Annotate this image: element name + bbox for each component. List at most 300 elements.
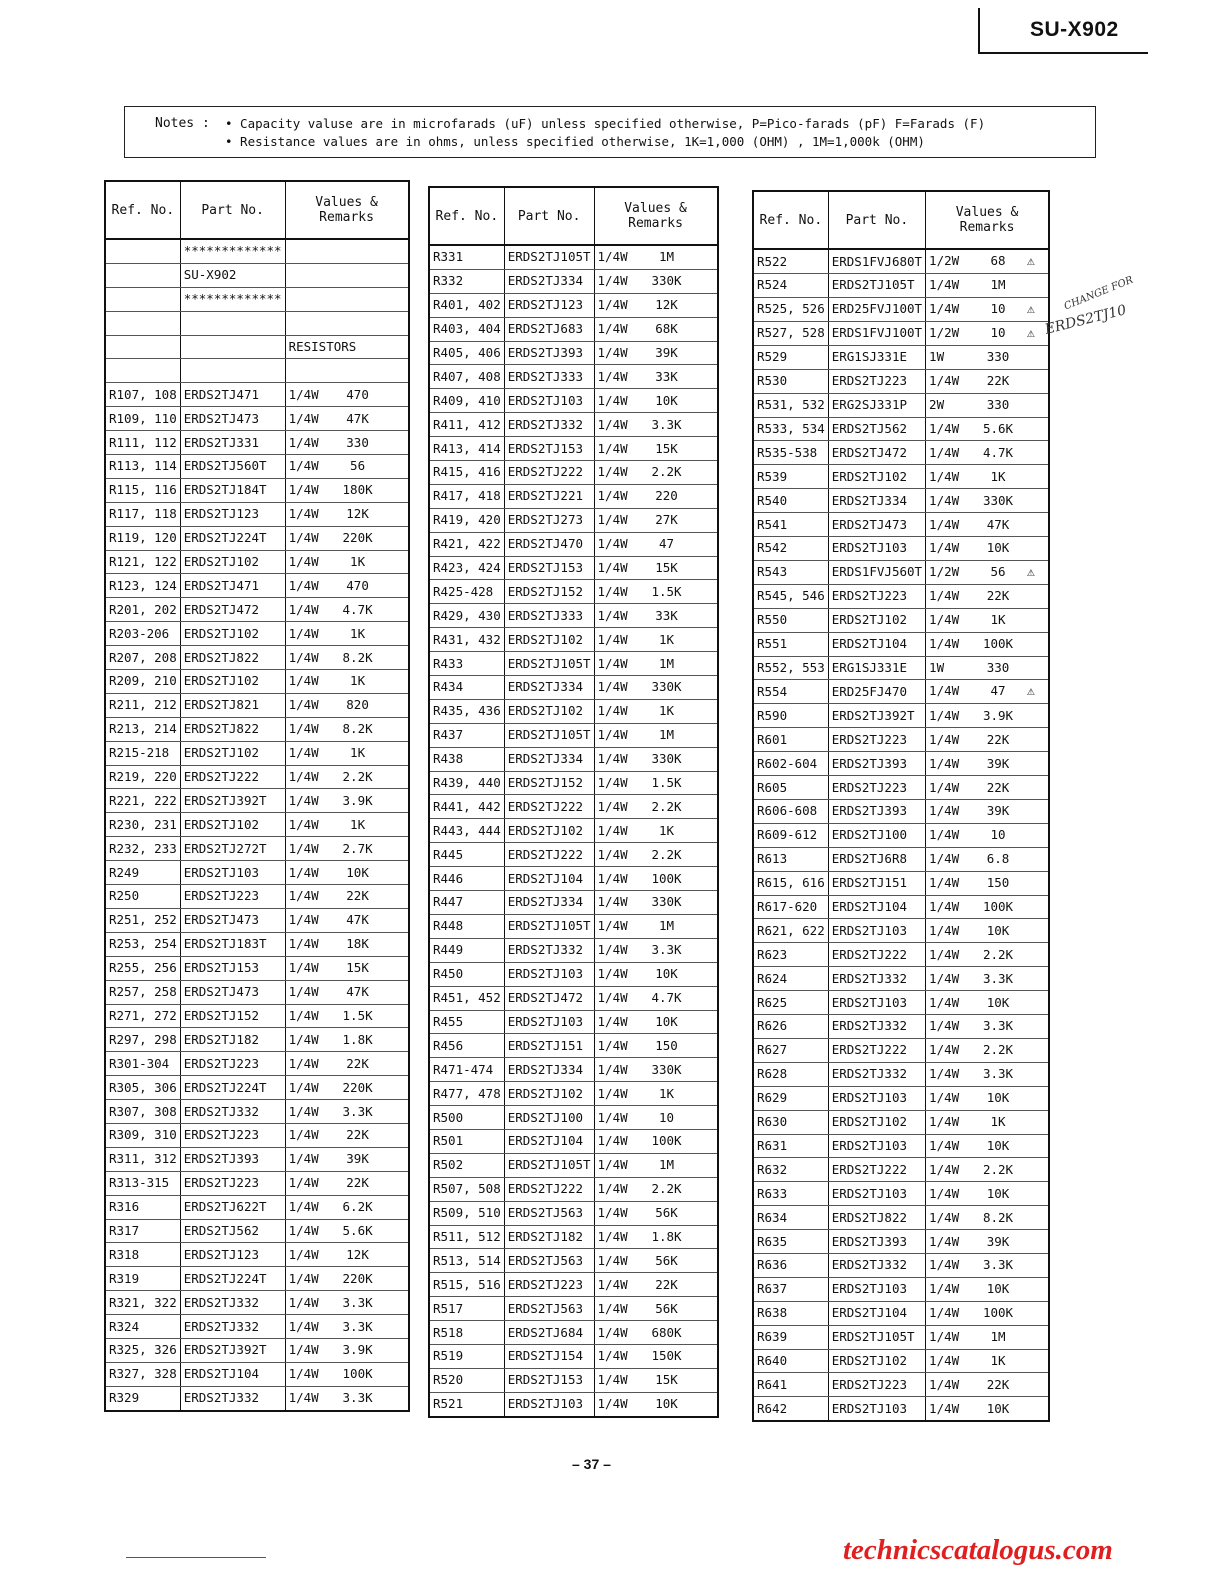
ref-cell: R628: [753, 1062, 828, 1086]
resistance-value: 1M: [659, 249, 675, 265]
power-rating: 1/2W: [929, 563, 960, 579]
ref-cell: R509, 510: [429, 1201, 504, 1225]
values-cell: [926, 1038, 1050, 1062]
table-row: [429, 1344, 718, 1368]
values-cell: [926, 537, 1050, 561]
values-cell: [594, 580, 718, 604]
table-row: [429, 341, 718, 365]
ref-cell: R606-608: [753, 800, 828, 824]
ref-cell: R434: [429, 676, 504, 700]
power-rating: 1/4W: [597, 703, 628, 719]
part-cell: ERDS2TJ223: [180, 1052, 285, 1076]
power-rating: 1/4W: [288, 769, 319, 785]
part-cell: ERDS2TJ472: [180, 598, 285, 622]
values-cell: [594, 1201, 718, 1225]
table-row: [753, 1134, 1049, 1158]
part-cell: ERDS2TJ334: [828, 489, 925, 513]
resistance-value: 10K: [655, 1013, 678, 1029]
table-row: [429, 747, 718, 771]
table-row: [753, 345, 1049, 369]
ref-cell: R530: [753, 369, 828, 393]
ref-cell: R627: [753, 1038, 828, 1062]
ref-cell: R437: [429, 723, 504, 747]
ref-cell: R201, 202: [105, 598, 180, 622]
power-rating: 1/4W: [597, 822, 628, 838]
ref-cell: [105, 263, 180, 287]
part-cell: *************: [180, 287, 285, 311]
part-cell: ERDS2TJ151: [504, 1034, 594, 1058]
power-rating: 1/4W: [929, 1137, 960, 1153]
values-cell: [926, 656, 1050, 680]
ref-cell: R451, 452: [429, 986, 504, 1010]
power-rating: 1/4W: [288, 721, 319, 737]
values-cell: [594, 1177, 718, 1201]
power-rating: 1/4W: [288, 577, 319, 593]
table-row: [753, 441, 1049, 465]
ref-cell: R590: [753, 704, 828, 728]
values-cell: [285, 1267, 409, 1291]
table-row: [753, 847, 1049, 871]
resistance-value: 22K: [346, 1175, 369, 1191]
values-cell: [926, 1277, 1050, 1301]
parts-table-1: [104, 180, 410, 1412]
values-cell: [926, 991, 1050, 1015]
resistance-value: 15K: [655, 560, 678, 576]
power-rating: 1/4W: [929, 1114, 960, 1130]
table-row: [105, 789, 409, 813]
resistance-value: 47K: [346, 984, 369, 1000]
table-row: [753, 752, 1049, 776]
safety-warning-icon: ⚠: [1027, 684, 1035, 700]
power-rating: 1/4W: [597, 560, 628, 576]
values-cell: [285, 1147, 409, 1171]
table-row: [753, 1230, 1049, 1254]
power-rating: 1/4W: [288, 410, 319, 426]
table-row: [105, 1171, 409, 1195]
table-row: [105, 908, 409, 932]
values-cell: [926, 1134, 1050, 1158]
part-cell: ERDS2TJ154: [504, 1344, 594, 1368]
values-cell: [285, 550, 409, 574]
resistance-value: 1.8K: [651, 1228, 682, 1244]
ref-cell: R543: [753, 560, 828, 584]
values-cell: [594, 1129, 718, 1153]
resistance-value: 2.2K: [982, 1161, 1014, 1177]
table-row: [753, 656, 1049, 680]
table-row: [753, 321, 1049, 345]
power-rating: 1/4W: [597, 607, 628, 623]
ref-cell: R313-315: [105, 1171, 180, 1195]
values-cell: [594, 723, 718, 747]
table-row: [753, 393, 1049, 417]
power-rating: 1/4W: [288, 554, 319, 570]
resistance-value: 68: [990, 253, 1006, 268]
resistance-value: 56K: [655, 1300, 678, 1316]
part-cell: ERDS2TJ333: [504, 604, 594, 628]
values-cell: [285, 383, 409, 407]
power-rating: 1/4W: [597, 1324, 628, 1340]
power-rating: 1/4W: [288, 1222, 319, 1238]
part-column-header: Part No.: [180, 181, 285, 239]
ref-cell: R307, 308: [105, 1100, 180, 1124]
ref-cell: R449: [429, 938, 504, 962]
values-cell: [594, 1392, 718, 1416]
values-cell: [594, 891, 718, 915]
part-cell: ERDS2TJ223: [180, 885, 285, 909]
part-cell: ERDS2TJ392T: [828, 704, 925, 728]
power-rating: 1/4W: [288, 1151, 319, 1167]
resistance-value: 2.2K: [651, 464, 682, 480]
values-cell: [594, 1273, 718, 1297]
power-rating: 1/4W: [597, 392, 628, 408]
ref-cell: R617-620: [753, 895, 828, 919]
values-cell: [926, 297, 1050, 321]
ref-cell: R251, 252: [105, 908, 180, 932]
ref-cell: R525, 526: [753, 297, 828, 321]
resistance-value: 330: [986, 349, 1010, 365]
power-rating: 1/4W: [597, 775, 628, 791]
table-row: [105, 1267, 409, 1291]
table-row: [429, 1249, 718, 1273]
table-row: [429, 1010, 718, 1034]
table-row: [429, 843, 718, 867]
values-cell: [285, 526, 409, 550]
power-rating: 1/4W: [288, 482, 319, 498]
values-cell: [926, 1110, 1050, 1134]
power-rating: 1/4W: [597, 488, 628, 504]
power-rating: 1/4W: [597, 1372, 628, 1388]
values-cell: [926, 441, 1050, 465]
ref-cell: R533, 534: [753, 417, 828, 441]
part-cell: ERDS2TJ103: [504, 962, 594, 986]
table-row: [429, 508, 718, 532]
values-cell: [285, 837, 409, 861]
notes-resistance-line: • Resistance values are in ohms, unless specified otherwise, 1K=1,000 (OHM) , 1M=1,000k (OHM): [225, 134, 925, 149]
ref-cell: R439, 440: [429, 771, 504, 795]
ref-cell: R615, 616: [753, 871, 828, 895]
resistance-value: 47: [659, 536, 675, 552]
part-cell: ERDS2TJ332: [504, 413, 594, 437]
resistance-value: 22K: [986, 1376, 1010, 1392]
values-cell: [285, 1171, 409, 1195]
ref-cell: R109, 110: [105, 407, 180, 431]
values-cell: [594, 628, 718, 652]
part-cell: ERDS2TJ105T: [828, 274, 925, 298]
power-rating: 1/4W: [288, 840, 319, 856]
part-cell: ERDS2TJ822: [828, 1206, 925, 1230]
resistance-value: 10: [990, 827, 1006, 843]
table-row: [753, 274, 1049, 298]
part-cell: *************: [180, 239, 285, 263]
part-cell: ERDS2TJ105T: [504, 1153, 594, 1177]
part-cell: ERDS2TJ222: [504, 795, 594, 819]
power-rating: 1/4W: [929, 755, 960, 771]
resistance-value: 330K: [651, 1061, 682, 1077]
part-cell: ERDS2TJ153: [504, 437, 594, 461]
resistance-value: 1K: [659, 703, 675, 719]
ref-cell: R517: [429, 1297, 504, 1321]
ref-cell: R545, 546: [753, 584, 828, 608]
values-cell: [926, 1015, 1050, 1039]
table-row: [429, 1082, 718, 1106]
part-cell: [180, 311, 285, 335]
table-row: [429, 628, 718, 652]
ref-cell: [105, 287, 180, 311]
values-cell: [926, 513, 1050, 537]
resistance-value: 820: [346, 697, 369, 713]
table-row: [753, 943, 1049, 967]
part-cell: ERDS1FVJ680T: [828, 249, 925, 274]
table-row: [429, 1297, 718, 1321]
power-rating: 1/4W: [288, 458, 319, 474]
power-rating: 1/4W: [597, 966, 628, 982]
ref-cell: R119, 120: [105, 526, 180, 550]
table-row: [105, 431, 409, 455]
ref-cell: R524: [753, 274, 828, 298]
power-rating: 1/4W: [288, 888, 319, 904]
resistance-value: 56K: [655, 1205, 678, 1221]
power-rating: 1/4W: [929, 1233, 960, 1249]
ref-cell: R121, 122: [105, 550, 180, 574]
part-cell: ERDS2TJ103: [504, 389, 594, 413]
part-cell: ERDS2TJ153: [504, 1368, 594, 1392]
values-cell: [285, 1315, 409, 1339]
power-rating: 1/4W: [929, 1042, 960, 1058]
part-cell: ERDS2TJ104: [828, 632, 925, 656]
table-row: [429, 771, 718, 795]
power-rating: 1/4W: [288, 1318, 319, 1334]
resistance-value: 5.6K: [982, 421, 1014, 436]
values-cell: [926, 417, 1050, 441]
table-row: [753, 249, 1049, 274]
ref-cell: R632: [753, 1158, 828, 1182]
ref-cell: R413, 414: [429, 437, 504, 461]
resistance-value: 3.3K: [651, 942, 682, 958]
power-rating: 1/4W: [597, 1061, 628, 1077]
values-column-header: Values & Remarks: [594, 187, 718, 245]
ref-column-header: Ref. No.: [429, 187, 504, 245]
table-row: [429, 699, 718, 723]
part-cell: ERDS2TJ6R8: [828, 847, 925, 871]
values-cell: [285, 1219, 409, 1243]
power-rating: 1/4W: [597, 655, 628, 671]
ref-cell: R502: [429, 1153, 504, 1177]
table-row: [753, 560, 1049, 584]
part-cell: ERDS2TJ334: [504, 891, 594, 915]
power-rating: 1/4W: [288, 816, 319, 832]
ref-cell: R531, 532: [753, 393, 828, 417]
ref-cell: R305, 306: [105, 1076, 180, 1100]
values-cell: [594, 914, 718, 938]
power-rating: 1/4W: [288, 506, 319, 522]
resistance-value: 2.2K: [982, 946, 1014, 962]
values-cell: [285, 407, 409, 431]
part-cell: ERDS2TJ822: [180, 646, 285, 670]
table-row: [753, 417, 1049, 441]
values-cell: [926, 584, 1050, 608]
power-rating: 1/4W: [288, 434, 319, 450]
part-cell: ERDS2TJ332: [180, 1386, 285, 1410]
values-cell: [926, 369, 1050, 393]
values-cell: [926, 728, 1050, 752]
table-row: [753, 297, 1049, 321]
resistance-value: 1M: [990, 277, 1006, 293]
table-row: [105, 263, 409, 287]
power-rating: 1/4W: [929, 300, 960, 316]
power-rating: 1/4W: [288, 1127, 319, 1143]
handwritten-note-top: CHANGE FOR: [1062, 274, 1135, 313]
power-rating: 1/4W: [929, 540, 960, 556]
part-cell: [180, 359, 285, 383]
ref-cell: R111, 112: [105, 431, 180, 455]
safety-warning-icon: ⚠: [1027, 564, 1035, 580]
table-header-row: [429, 187, 718, 245]
resistance-value: 1K: [350, 745, 366, 761]
values-cell: [285, 741, 409, 765]
resistance-value: 3.9K: [982, 707, 1014, 723]
values-cell: [926, 1373, 1050, 1397]
power-rating: 1/4W: [929, 373, 960, 389]
part-cell: ERDS2TJ102: [828, 465, 925, 489]
table-row: [105, 239, 409, 263]
table-row: [429, 1058, 718, 1082]
power-rating: 1/4W: [288, 1199, 319, 1215]
part-cell: ERDS2TJ393: [828, 752, 925, 776]
part-cell: ERDS2TJ334: [504, 676, 594, 700]
part-cell: ERDS2TJ123: [180, 502, 285, 526]
power-rating: 1/4W: [288, 984, 319, 1000]
part-cell: ERDS2TJ103: [828, 1134, 925, 1158]
part-cell: ERDS2TJ562: [180, 1219, 285, 1243]
power-rating: 1/4W: [929, 636, 960, 652]
part-cell: ERDS2TJ331: [180, 431, 285, 455]
values-cell: [285, 1123, 409, 1147]
resistance-value: 68K: [655, 321, 678, 337]
notes-label: Notes :: [155, 116, 210, 131]
values-cell: [926, 1253, 1050, 1277]
ref-cell: R441, 442: [429, 795, 504, 819]
values-cell: [594, 508, 718, 532]
resistance-value: 10K: [346, 864, 369, 880]
table-row: [105, 1147, 409, 1171]
power-rating: 1/4W: [929, 516, 960, 532]
values-cell: [926, 776, 1050, 800]
values-cell: [926, 1158, 1050, 1182]
values-cell: [285, 717, 409, 741]
power-rating: 1/4W: [597, 464, 628, 480]
resistance-value: 1K: [350, 554, 366, 570]
values-cell: [594, 1106, 718, 1130]
resistance-value: 3.3K: [342, 1294, 373, 1310]
ref-column-header: Ref. No.: [753, 191, 828, 249]
values-cell: [285, 1386, 409, 1410]
values-cell: [594, 437, 718, 461]
resistance-value: 1K: [350, 816, 366, 832]
resistance-value: 1K: [350, 625, 366, 641]
resistance-value: 10: [990, 300, 1006, 316]
table-row: [429, 795, 718, 819]
table-row: [105, 1100, 409, 1124]
part-cell: ERDS2TJ103: [828, 1182, 925, 1206]
resistance-value: 1K: [659, 822, 675, 838]
power-rating: 1/4W: [288, 745, 319, 761]
ref-cell: R521: [433, 1396, 464, 1412]
resistance-value: 10K: [986, 1400, 1010, 1416]
resistance-value: 10K: [986, 1137, 1010, 1153]
resistance-value: 100K: [651, 870, 682, 886]
part-cell: ERDS2TJ563: [504, 1249, 594, 1273]
resistance-value: 39K: [986, 1233, 1010, 1249]
table-row: [105, 287, 409, 311]
power-rating: 1/4W: [929, 875, 960, 891]
power-rating: 1/4W: [288, 1103, 319, 1119]
power-rating: 1W: [929, 660, 945, 676]
ref-cell: R613: [753, 847, 828, 871]
table-row: [753, 1325, 1049, 1349]
ref-cell: R601: [753, 728, 828, 752]
table-row: [753, 1301, 1049, 1325]
values-cell: [926, 823, 1050, 847]
power-rating: 1/4W: [597, 368, 628, 384]
table-header-row: [105, 181, 409, 239]
power-rating: 1/4W: [597, 1300, 628, 1316]
part-cell: ERDS2TJ153: [504, 556, 594, 580]
table-row: [105, 622, 409, 646]
part-cell: ERDS2TJ332: [828, 1253, 925, 1277]
resistance-value: 1M: [659, 727, 675, 743]
resistance-value: 330K: [982, 492, 1014, 508]
resistance-value: 22K: [986, 588, 1010, 604]
ref-cell: R542: [753, 537, 828, 561]
table-row: [753, 823, 1049, 847]
power-rating: 1/4W: [929, 1090, 960, 1106]
parts-table-3: [752, 190, 1050, 1422]
table-row: [105, 383, 409, 407]
resistance-value: 4.7K: [342, 601, 373, 617]
part-cell: ERDS2TJ105T: [504, 652, 594, 676]
power-rating: 1/4W: [597, 1133, 628, 1149]
table-row: [105, 550, 409, 574]
table-row: [105, 1386, 409, 1410]
ref-cell: R624: [753, 967, 828, 991]
table-row: [105, 502, 409, 526]
part-cell: ERDS2TJ102: [504, 819, 594, 843]
table-row: [105, 1243, 409, 1267]
values-cell: [926, 1301, 1050, 1325]
power-rating: 1/4W: [597, 1181, 628, 1197]
resistance-value: 100K: [982, 1305, 1014, 1321]
values-cell: [926, 274, 1050, 298]
table-row: [429, 1153, 718, 1177]
resistance-value: 5.6K: [342, 1222, 373, 1238]
values-cell: [285, 693, 409, 717]
part-cell: ERDS2TJ223: [828, 776, 925, 800]
resistance-value: 330K: [651, 273, 682, 289]
values-cell: [285, 1195, 409, 1219]
values-cell: [594, 532, 718, 556]
ref-cell: R250: [105, 885, 180, 909]
table-row: [429, 1034, 718, 1058]
resistance-value: 150K: [651, 1348, 682, 1364]
part-cell: ERDS2TJ102: [828, 1349, 925, 1373]
part-cell: ERDS2TJ102: [504, 628, 594, 652]
resistance-value: 15K: [655, 440, 678, 456]
resistance-value: 1K: [659, 1085, 675, 1101]
power-rating: 2W: [929, 397, 945, 413]
values-cell: [926, 752, 1050, 776]
ref-cell: R639: [753, 1325, 828, 1349]
part-cell: ERDS2TJ103: [828, 1086, 925, 1110]
